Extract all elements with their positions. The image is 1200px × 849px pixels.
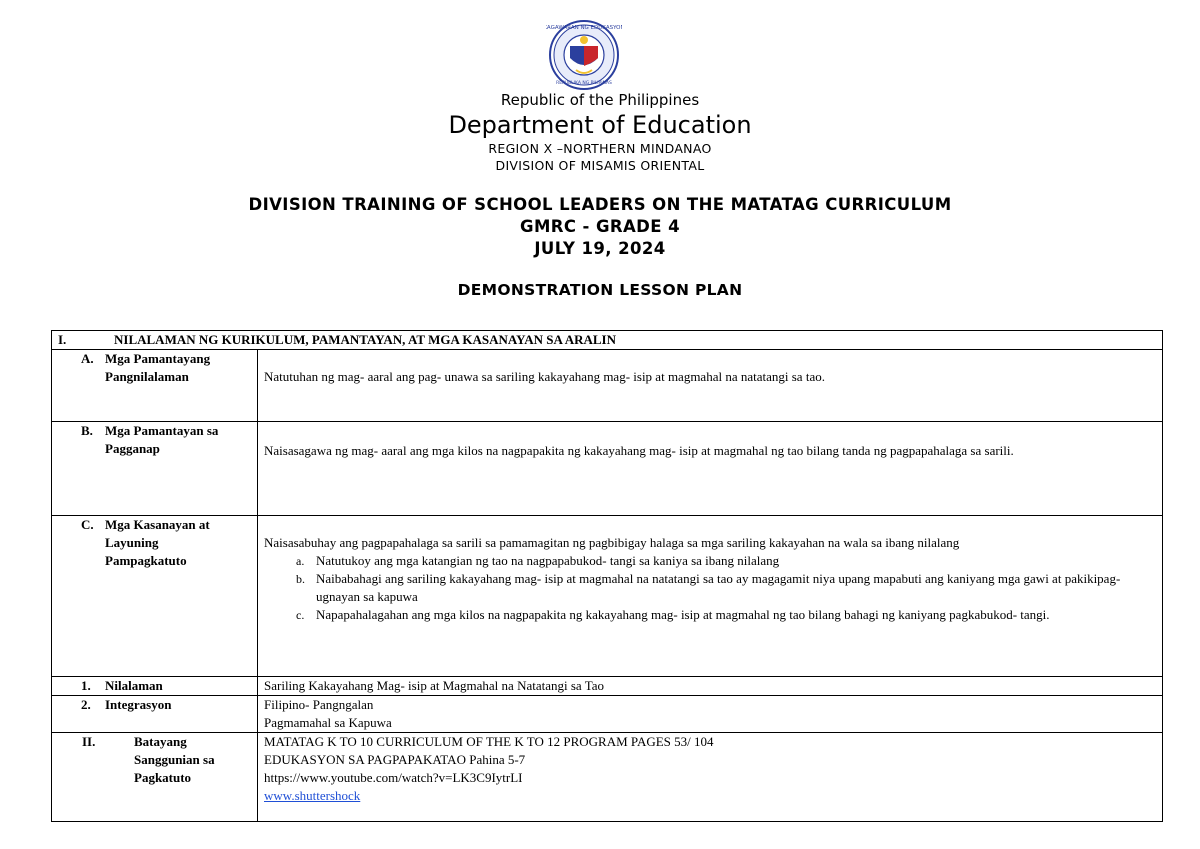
row-label: Mga Pamantayan sa: [105, 423, 219, 438]
table-row: [52, 516, 1163, 677]
section-heading-row: [52, 331, 1163, 350]
row-label-cell: [52, 677, 258, 696]
integration-cell: [258, 696, 1163, 733]
row-number: II.: [82, 734, 96, 749]
competency-intro: Naisasabuhay ang pagpapahalaga sa sarili sa pamamagitan ng pagbibigay halaga sa mga sariling kakayahan na wala sa ibang nilalang: [264, 535, 960, 550]
row-letter: C.: [81, 517, 94, 532]
table-row: [52, 422, 1163, 516]
row-label: Batayang: [134, 734, 187, 749]
objective-text: Napapahalagahan ang mga kilos na nagpapakita ng kakayahang mag- isip at magmahal ng tao bilang bahagi ng kaniyang pagkabukod- tangi.: [316, 607, 1050, 622]
reference-line: EDUKASYON SA PAGPAPAKATAO Pahina 5-7: [264, 752, 526, 767]
division-line: DIVISION OF MISAMIS ORIENTAL: [495, 158, 705, 173]
row-label-cell: [52, 516, 258, 677]
svg-text:REPUBLIKA NG PILIPINAS: REPUBLIKA NG PILIPINAS: [556, 81, 612, 86]
deped-seal-icon: [546, 18, 622, 92]
row-label-cell: [52, 696, 258, 733]
list-item: [264, 570, 1156, 606]
row-label: Pagganap: [105, 441, 160, 456]
row-label: Pampagkatuto: [105, 553, 187, 568]
region-line: REGION X –NORTHERN MINDANAO: [488, 141, 712, 156]
list-item: [264, 606, 1156, 624]
objectives-list: [264, 552, 1156, 624]
reference-line: MATATAG K TO 10 CURRICULUM OF THE K TO 12 PROGRAM PAGES 53/ 104: [264, 734, 714, 749]
reference-link[interactable]: www.shuttershock: [264, 788, 361, 803]
row-label: Mga Pamantayang: [105, 351, 211, 366]
row-letter: B.: [81, 423, 93, 438]
department-title: Department of Education: [448, 111, 752, 139]
references-cell: [258, 733, 1163, 822]
table-row: [52, 733, 1163, 822]
performance-standard: Naisasagawa ng mag- aaral ang mga kilos na nagpapakita ng kakayahang mag- isip at magmahal ng tao bilang tanda ng pagpapahalaga sa sarili.: [258, 422, 1163, 516]
document-title: DEMONSTRATION LESSON PLAN: [457, 281, 743, 299]
list-marker: a.: [296, 554, 305, 568]
row-label-cell: [52, 733, 258, 822]
row-label: Pagkatuto: [134, 770, 192, 785]
objective-text: Natutukoy ang mga katangian ng tao na nagpapabukod- tangi sa kaniya sa ibang nilalang: [316, 553, 780, 568]
section-title: NILALAMAN NG KURIKULUM, PAMANTAYAN, AT MGA KASANAYAN SA ARALIN: [114, 332, 617, 347]
table-row: [52, 696, 1163, 733]
row-label: Mga Kasanayan at: [105, 517, 210, 532]
row-number: 2.: [81, 697, 91, 712]
row-label: Nilalaman: [105, 678, 163, 693]
row-label: Layuning: [105, 535, 159, 550]
list-marker: c.: [296, 608, 305, 622]
table-row: [52, 350, 1163, 422]
row-number: 1.: [81, 678, 91, 693]
list-item: [264, 552, 1156, 570]
integration-line: Pagmamahal sa Kapuwa: [264, 715, 392, 730]
svg-text:KAGAWARAN NG EDUKASYON: KAGAWARAN NG EDUKASYON: [546, 25, 622, 31]
list-marker: b.: [296, 572, 305, 586]
training-date: JULY 19, 2024: [534, 239, 666, 258]
table-row: [52, 677, 1163, 696]
training-title: DIVISION TRAINING OF SCHOOL LEADERS ON THE MATATAG CURRICULUM: [248, 195, 952, 214]
republic-line: Republic of the Philippines: [500, 91, 700, 109]
section-heading: [52, 331, 1163, 350]
section-number: I.: [58, 332, 67, 347]
row-label: Pangnilalaman: [105, 369, 189, 384]
row-label: Sanggunian sa: [134, 752, 215, 767]
content-standard: Natutuhan ng mag- aaral ang pag- unawa sa sariling kakayahang mag- isip at magmahal na natatangi sa tao.: [258, 350, 1163, 422]
row-label-cell: [52, 350, 258, 422]
objective-text: Naibabahagi ang sariling kakayahang mag- isip at magmahal na natatangi sa tao ay magagamit niya upang mapabuti ang kaniyang mga gawi at pakikipag- ugnayan sa kapuwa: [316, 571, 1121, 604]
content-topic: Sariling Kakayahang Mag- isip at Magmahal na Natatangi sa Tao: [258, 677, 1163, 696]
row-label-cell: [52, 422, 258, 516]
row-label: Integrasyon: [105, 697, 172, 712]
lesson-plan-table: [51, 330, 1163, 822]
reference-line: https://www.youtube.com/watch?v=LK3C9IytrLI: [264, 770, 523, 785]
subject-grade: GMRC - GRADE 4: [520, 217, 680, 236]
row-letter: A.: [81, 351, 94, 366]
integration-line: Filipino- Pangngalan: [264, 697, 374, 712]
learning-competencies: [258, 516, 1163, 677]
